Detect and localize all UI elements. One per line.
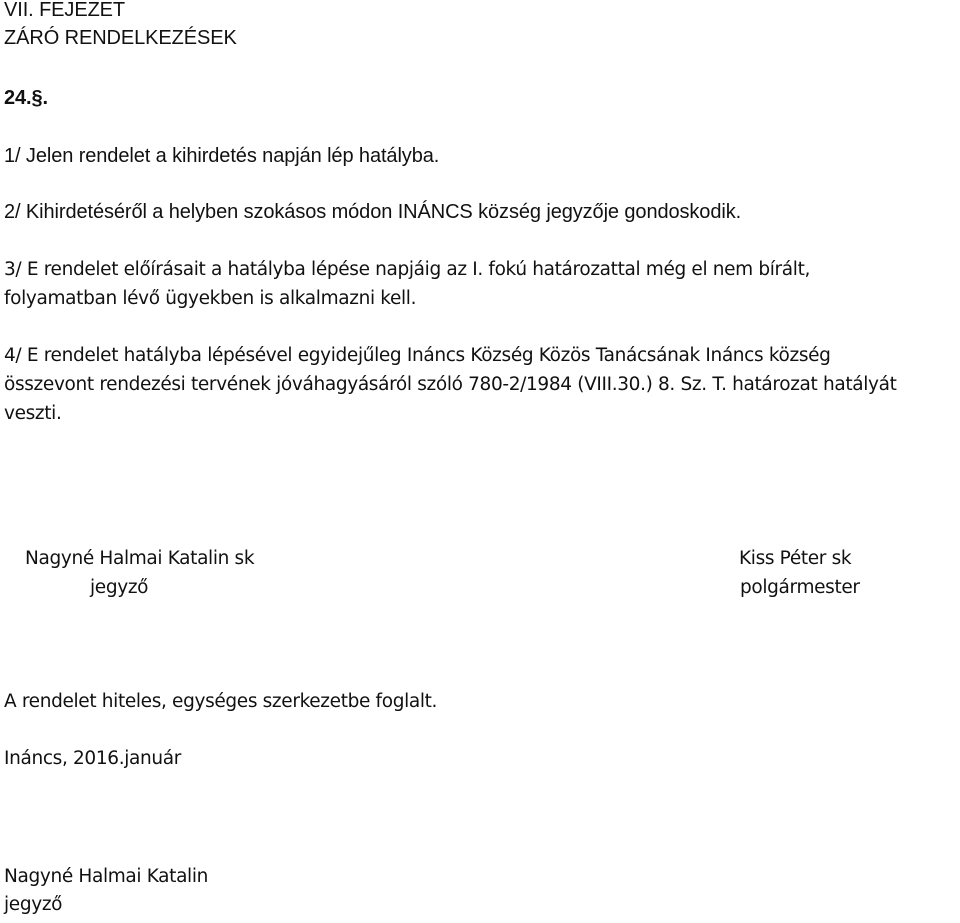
right-signature-role: polgármester [740,577,860,598]
authenticity-statement: A rendelet hiteles, egységes szerkezetbe foglalt. [4,691,438,712]
section-number: 24.§. [4,87,48,109]
closing-signer-name: Nagyné Halmai Katalin [4,866,209,887]
closing-signer-role: jegyző [4,894,63,915]
paragraph-4-line-2: összevont rendezési tervének jóváhagyásáról szóló 780-2/1984 (VIII.30.) 8. Sz. T. határozat hatályát [4,374,897,395]
paragraph-2: 2/ Kihirdetéséről a helyben szokásos módon INÁNCS község jegyzője gondoskodik. [4,201,742,223]
paragraph-4-line-1: 4/ E rendelet hatályba lépésével egyidejűleg Ináncs Község Közös Tanácsának Ináncs község [4,345,831,366]
paragraph-3-line-2: folyamatban lévő ügyekben is alkalmazni kell. [4,288,417,309]
right-signature-name: Kiss Péter sk [739,548,852,569]
left-signature-role: jegyző [90,577,149,598]
left-signature-name: Nagyné Halmai Katalin sk [25,548,255,569]
paragraph-4-line-3: veszti. [4,403,62,424]
chapter-title: ZÁRÓ RENDELKEZÉSEK [4,27,237,49]
paragraph-3-line-1: 3/ E rendelet előírásait a hatályba lépése napjáig az I. fokú határozattal még el nem bírált, [4,259,811,280]
place-date: Ináncs, 2016.január [4,748,181,769]
chapter-number: VII. FEJEZET [4,0,126,21]
paragraph-1: 1/ Jelen rendelet a kihirdetés napján lép hatályba. [4,145,440,167]
